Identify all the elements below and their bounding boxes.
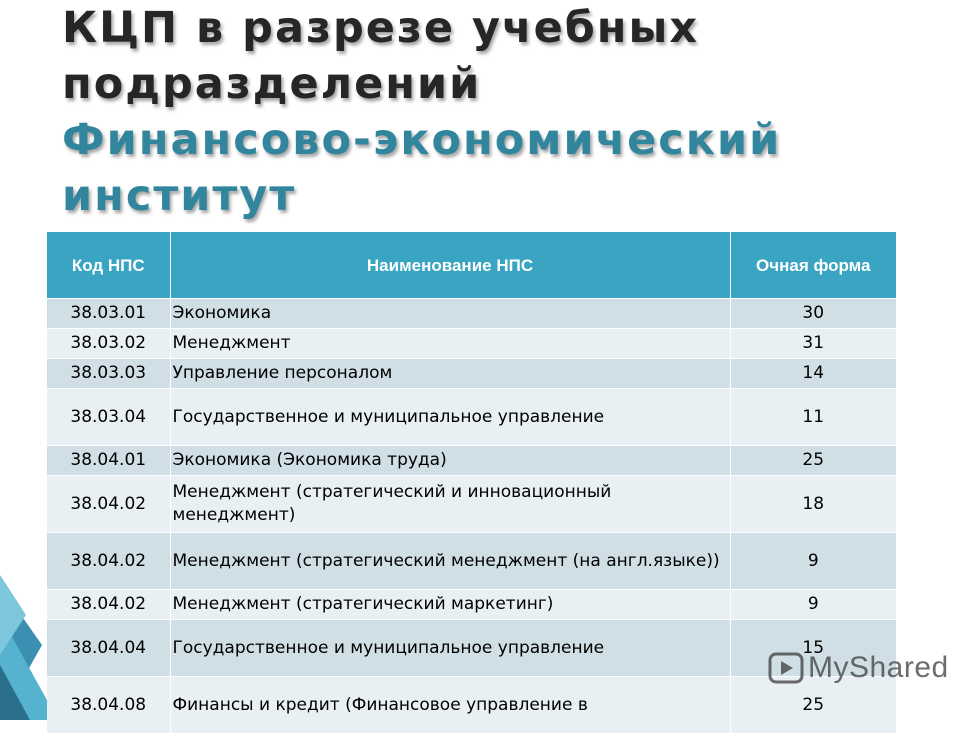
cell-code: 38.03.02	[47, 329, 170, 359]
table-header-row	[47, 232, 896, 299]
cell-code: 38.04.04	[47, 620, 170, 677]
cell-code: 38.04.02	[47, 590, 170, 620]
table-row	[47, 389, 896, 446]
cell-name: Менеджмент (стратегический маркетинг)	[170, 590, 730, 620]
table-row	[47, 299, 896, 329]
cell-code: 38.03.03	[47, 359, 170, 389]
cell-name: Государственное и муниципальное управление	[170, 620, 730, 677]
myshared-logo-icon	[768, 650, 804, 686]
cell-code: 38.04.01	[47, 446, 170, 476]
cell-count: 9	[730, 590, 896, 620]
table-row	[47, 590, 896, 620]
cell-name: Государственное и муниципальное управление	[170, 389, 730, 446]
cell-count: 9	[730, 533, 896, 590]
cell-count: 30	[730, 299, 896, 329]
column-header-count: Очная форма	[730, 232, 896, 299]
watermark-text: MyShared	[808, 651, 949, 685]
cell-code: 38.04.02	[47, 533, 170, 590]
cell-count: 25	[730, 677, 896, 733]
cell-count: 11	[730, 389, 896, 446]
cell-name: Менеджмент	[170, 329, 730, 359]
cell-code: 38.04.08	[47, 677, 170, 733]
column-header-code: Код НПС	[47, 232, 170, 299]
cell-code: 38.03.04	[47, 389, 170, 446]
cell-count: 15	[730, 620, 896, 677]
cell-name: Менеджмент (стратегический менеджмент (на англ.языке))	[170, 533, 730, 590]
myshared-watermark	[768, 650, 949, 686]
cell-name: Экономика	[170, 299, 730, 329]
table-row	[47, 359, 896, 389]
cell-name: Менеджмент (стратегический и инновационный менеджмент)	[170, 476, 730, 533]
title-line-main: КЦП в разрезе учебных подразделений	[62, 0, 942, 112]
table-row	[47, 533, 896, 590]
table-row	[47, 476, 896, 533]
cell-code: 38.03.01	[47, 299, 170, 329]
cell-code: 38.04.02	[47, 476, 170, 533]
cell-count: 31	[730, 329, 896, 359]
cell-name: Финансы и кредит (Финансовое управление в	[170, 677, 730, 733]
cell-count: 18	[730, 476, 896, 533]
cell-count: 25	[730, 446, 896, 476]
table-row	[47, 446, 896, 476]
cell-name: Экономика (Экономика труда)	[170, 446, 730, 476]
slide-title	[62, 0, 942, 224]
cell-name: Управление персоналом	[170, 359, 730, 389]
table-row	[47, 329, 896, 359]
column-header-name: Наименование НПС	[170, 232, 730, 299]
cell-count: 14	[730, 359, 896, 389]
title-line-institute: Финансово-экономический институт	[62, 112, 942, 224]
